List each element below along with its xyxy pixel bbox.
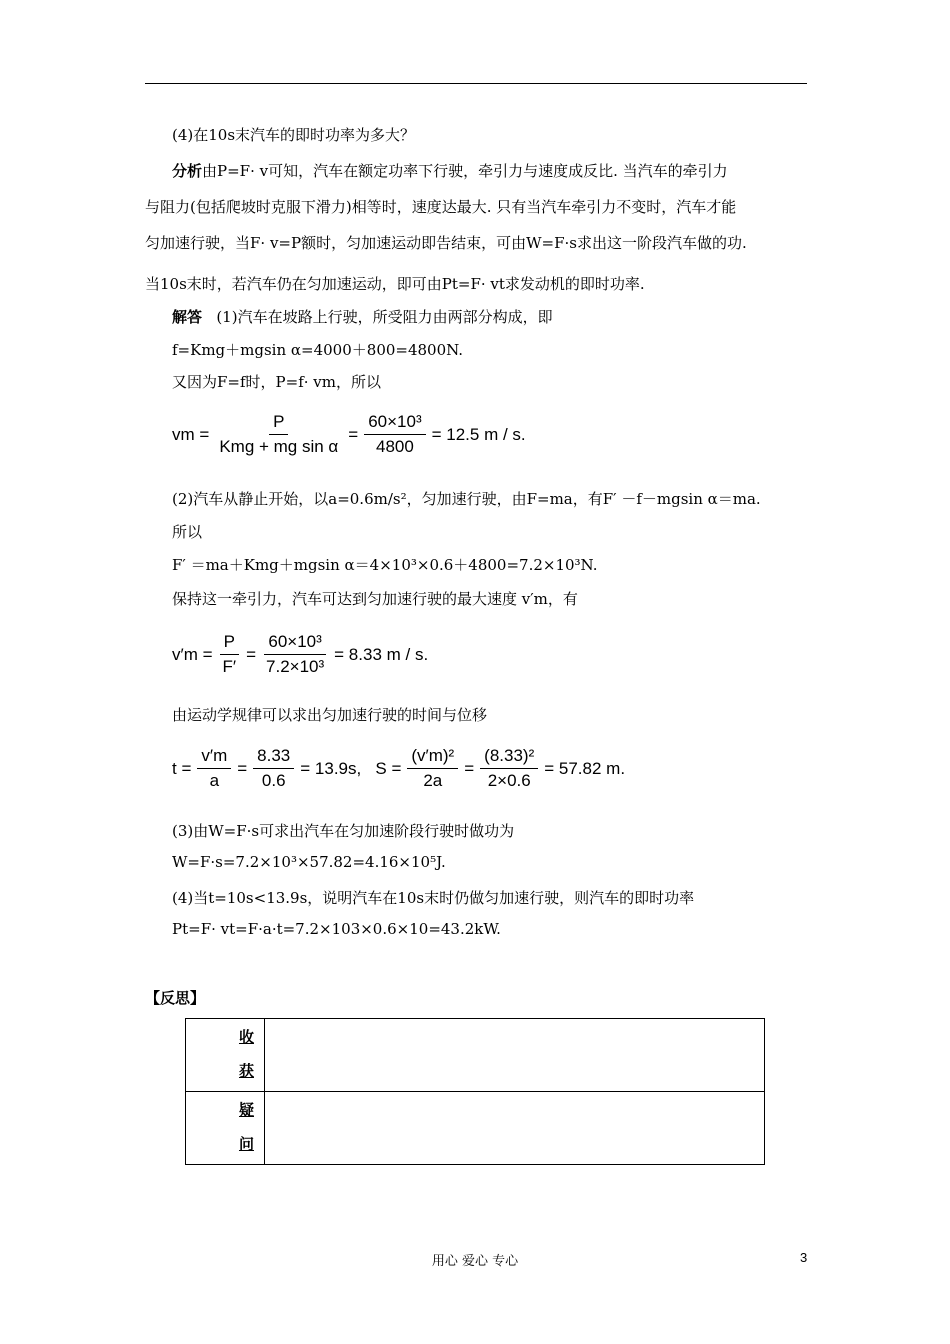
- denominator: F′: [222, 657, 237, 676]
- denominator: 4800: [376, 437, 414, 456]
- answer-2-line-2: 所以: [172, 523, 203, 541]
- numerator: 60×10³: [264, 632, 325, 655]
- numerator: (8.33)²: [480, 746, 538, 769]
- denominator: 2×0.6: [487, 771, 531, 790]
- denominator: Kmg + mg sin α: [219, 437, 339, 456]
- page-number: 3: [800, 1250, 808, 1265]
- lhs: v′m =: [172, 644, 213, 664]
- answer-label: 解答: [172, 308, 203, 326]
- denominator: 2a: [423, 771, 443, 790]
- lhs: vm =: [172, 424, 210, 444]
- question-4: (4)在10s末汽车的即时功率为多大？: [172, 126, 416, 144]
- equals: =: [246, 644, 257, 664]
- kinematics-line: 由运动学规律可以求出匀加速行驶的时间与位移: [172, 706, 488, 724]
- answer-2-line-3: F′ ＝ma＋Kmg＋mgsin α＝4×10³×0.6＋4800=7.2×10³N.: [172, 556, 598, 574]
- numerator: 8.33: [253, 746, 294, 769]
- header-rule: [145, 83, 807, 84]
- numerator: (v′m)²: [407, 746, 458, 769]
- answer-line-2: f=Kmg＋mgsin α=4000＋800=4800N.: [172, 341, 464, 359]
- numerator: P: [220, 632, 239, 655]
- formula-time-displacement: [172, 746, 625, 791]
- equals: =: [237, 758, 248, 778]
- formula-vm-prime: [172, 632, 428, 677]
- footer-text: 用心 爱心 专心: [431, 1254, 519, 1269]
- answer-4-line-2: Pt=F· vt=F·a·t=7.2×103×0.6×10=43.2kW.: [172, 920, 501, 938]
- analysis-line-2: 与阻力(包括爬坡时克服下滑力)相等时，速度达最大. 只有当汽车牵引力不变时，汽车才能: [145, 198, 737, 216]
- questions-cell[interactable]: [265, 1092, 765, 1165]
- lhs: t =: [172, 758, 192, 778]
- answer-line-1: [172, 306, 553, 327]
- mid: = 13.9s, S =: [300, 758, 402, 778]
- analysis-line-4: 当10s末时，若汽车仍在匀加速运动，即可由Pt=F· vt求发动机的即时功率.: [145, 275, 645, 293]
- table-row: [186, 1019, 765, 1092]
- row-header-questions: 疑 问: [186, 1092, 265, 1165]
- formula-vm: [172, 412, 526, 457]
- reflection-table: [185, 1018, 765, 1165]
- analysis-line-3: 匀加速行驶，当F· v=P额时，匀加速运动即告结束，可由W=F·s求出这一阶段汽车做的功.: [145, 234, 747, 252]
- text: (1)汽车在坡路上行驶，所受阻力由两部分构成，即: [216, 308, 553, 326]
- answer-3-line-1: (3)由W=F·s可求出汽车在匀加速阶段行驶时做功为: [172, 822, 515, 840]
- denominator: a: [209, 771, 220, 790]
- answer-2-line-4: 保持这一牵引力，汽车可达到匀加速行驶的最大速度 v′m，有: [172, 590, 578, 608]
- answer-4-line-1: (4)当t=10s<13.9s，说明汽车在10s末时仍做匀加速行驶，则汽车的即时功率: [172, 889, 695, 907]
- result: = 57.82 m.: [544, 758, 626, 778]
- text: 由P=F· v可知，汽车在额定功率下行驶，牵引力与速度成反比. 当汽车的牵引力: [202, 162, 728, 180]
- result: = 12.5 m / s.: [431, 424, 526, 444]
- equals: =: [348, 424, 359, 444]
- equals: =: [464, 758, 475, 778]
- answer-line-3: 又因为F=f时，P=f· vm，所以: [172, 373, 381, 391]
- gains-cell[interactable]: [265, 1019, 765, 1092]
- reflection-heading: 【反思】: [145, 989, 206, 1007]
- denominator: 7.2×10³: [266, 657, 325, 676]
- row-header-gains: 收 获: [186, 1019, 265, 1092]
- answer-2-line-1: (2)汽车从静止开始，以a=0.6m/s²，匀加速行驶，由F=ma，有F′ －f－mgsin α＝ma.: [172, 490, 761, 508]
- answer-3-line-2: W=F·s=7.2×10³×57.82=4.16×10⁵J.: [172, 853, 446, 871]
- denominator: 0.6: [261, 771, 286, 790]
- result: = 8.33 m / s.: [334, 644, 429, 664]
- table-row: [186, 1092, 765, 1165]
- numerator: 60×10³: [364, 412, 425, 435]
- numerator: v′m: [197, 746, 231, 769]
- numerator: P: [269, 412, 288, 435]
- analysis-label: 分析: [172, 162, 203, 180]
- analysis-line-1: [172, 160, 728, 181]
